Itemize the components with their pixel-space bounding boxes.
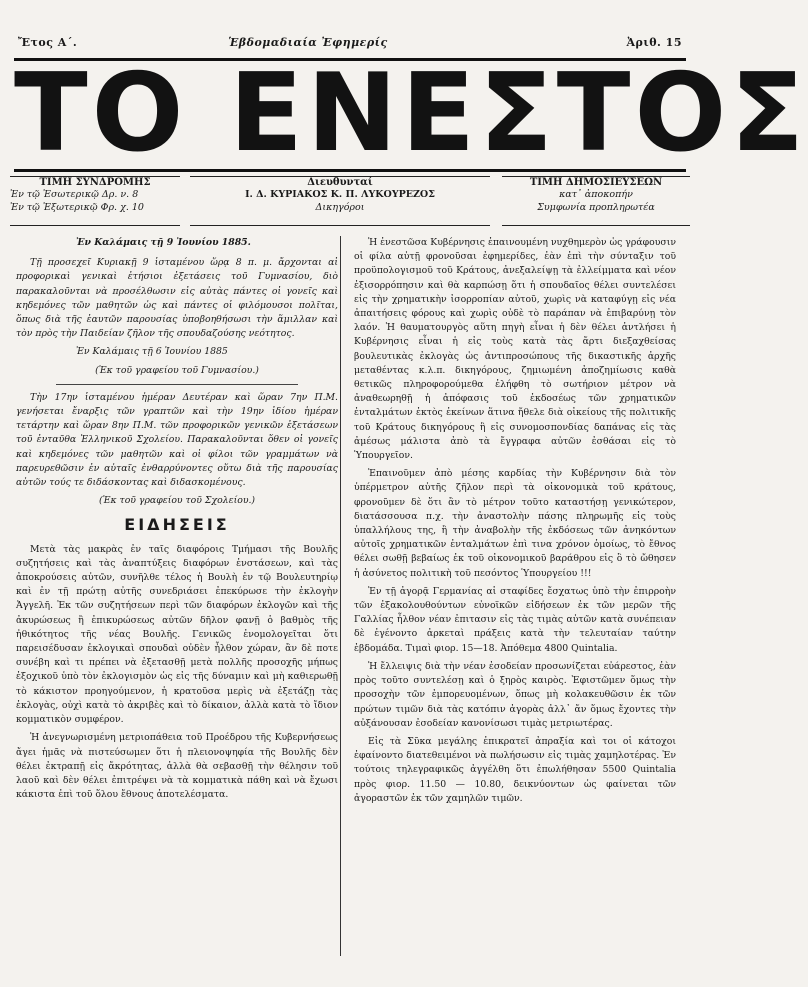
separator bbox=[56, 384, 298, 385]
publications-line1: κατ᾽ ἀποκοπήν bbox=[559, 189, 633, 200]
masthead bbox=[14, 51, 808, 176]
periodicity-label: Ἑβδομαδιαία Ἐφημερίς bbox=[228, 36, 388, 49]
school-notice-signature: (Ἐκ τοῦ γραφείου τοῦ Σχολείου.) bbox=[98, 495, 256, 507]
editors-box bbox=[190, 176, 490, 226]
editors-role: Δικηγόροι bbox=[315, 202, 365, 213]
gymnasium-notice-signature: (Ἐκ τοῦ γραφείου τοῦ Γυμνασίου.) bbox=[95, 364, 259, 376]
column-divider bbox=[340, 236, 341, 956]
article-paragraph: Ἡ ἐνεστῶσα Κυβέρνησις ἐπαινουμένη νυχθημερὸν ὡς γράφουσιν οἱ φίλα αὐτῇ φρονοῦσαι ἐφημερίδες, ἐὰν ἐπὶ τὴν σύνταξιν τοῦ προϋπολογισμοῦ τοῦ Κράτους, ἀνεξαλείψῃ τὰ ἐλλείμματα καὶ νέον ἐξισορρόπησιν καὶ θὰ καρπώσῃ ὅτι ἡ σπουδαῖος θέλει συντελέσει εἰς τὴν χρηματικὴν ἰσορροπίαν αὐτοῦ, χωρὶς νὰ καταφύγῃ εἰς νέα ἀπαιτήσεις φόρους καὶ χωρὶς οὐδὲ τὸ παράπαν νὰ ἐπιβαρύνῃ τὸν λαόν. Ἡ θαυματουργὸς αὕτη πηγὴ εἶναι ἡ δὲν θέλει ἀντλήσει ἡ Κυβέρνησις εἶναι ἡ εἰς τοὺς κατὰ τὰς ἄρτι διεξαχθείσας βουλευτικὰς ἐκλογὰς ὡς ἀντιπροσώπους τῆς δικαστικῆς ἀρχῆς μεταθέντας κ.λ.π. δικηγόρους, ζημιωμένη ἀποζημίωσις καθὰ θετικῶς πληροφορούμεθα ἐλήφθη τὸ σωτήριον μέτρον νὰ ἀναθεωρηθῇ ἡ ἀπόφασις τοῦ ἐκδοσέως τῶν χρηματικῶν ἐνταλμάτων ἐκτὸς ἐκείνων ἅτινα ἤθελε διὰ οἰκείους τῆς πολιτικῆς τοῦ Κράτους δικηγόρους ἢ εἰς συνομοσπονδίας δαπάνας εἰς τὰς ἀμέσως μάλιστα ἀπὸ τὰ ἔγγραφα αὐτῶν ἐσθάσαι εἰς τὸ Ὑπουργεῖον. bbox=[354, 237, 676, 462]
dateline: Ἐν Καλάμαις τῇ 9 Ἰουνίου 1885. bbox=[76, 237, 251, 248]
subscription-box bbox=[10, 176, 180, 226]
news-heading: ΕΙΔΗΣΕΙΣ bbox=[124, 515, 230, 535]
left-column bbox=[16, 236, 338, 976]
publications-line2: Συμφωνία προπληρωτέα bbox=[537, 202, 655, 213]
gymnasium-notice: Τῇ προσεχεῖ Κυριακῇ 9 ἱσταμένου ὥρᾳ 8 π. μ. ἄρχονται αἱ προφορικαὶ γενικαὶ ἐτήσιοι ἐξετάσεις τοῦ Γυμνασίου, διὸ παρακαλοῦνται νὰ προσέλθωσιν εἰς αὐτὰς πάντες οἱ γονεῖς καὶ κηδεμόνες τῶν μαθητῶν ὡς καὶ πάντες οἱ φιλόμουσοι πολῖται, ὅπως διὰ τῆς ἑαυτῶν παρουσίας ὑποβοηθήσωσι τὴν ἅμιλλαν καὶ τὸν πρὸς τὴν Παιδείαν ζῆλον τῆς σπουδαζούσης νεότητος. bbox=[16, 257, 338, 340]
publications-box bbox=[502, 176, 690, 226]
news-paragraph: Ἡ ἀνεγνωρισμένη μετριοπάθεια τοῦ Προέδρου τῆς Κυβερνήσεως ἄγει ἡμᾶς νὰ πιστεύσωμεν ὅτι ἡ πλειονοψηφία τῆς Βουλῆς δὲν θέλει ἐκτραπῇ εἰς ἄκρότητας, ἀλλὰ θὰ σεβασθῇ τὴν θέλησιν τοῦ λαοῦ καὶ δὲν θέλει ἐπιτρέψει νὰ τὰ κομματικὰ πάθη καὶ νὰ ἔχωσι κάκιστα ἐπὶ τοῦ ὅλου ἔθνους ἀποτελέσματα. bbox=[16, 732, 338, 801]
subscription-heading: ΤΙΜΗ ΣΥΝΔΡΟΜΗΣ bbox=[39, 177, 151, 188]
market-paragraph: Εἰς τὰ Σῦκα μεγάλης ἐπικρατεῖ ἀπραξία καὶ τοι οἱ κάτοχοι ἐφαίνοντο διατεθειμένοι νὰ πωλήσωσιν εἰς τιμὰς χαμηλοτέρας. Ἐν τούτοις τηλεγραφικῶς ἀγγέλθη ὅτι ἐπωλήθησαν 5500 Quintalia πρὸς φιορ. 11.50 — 10.80, δεικνύοντων ὡς φαίνεται τῶν ἀγοραστῶν ἐκ τῶν χαμηλῶν τιμῶν. bbox=[354, 735, 676, 804]
editors-names: Ι. Δ. ΚΥΡΙΑΚΟΣ Κ. Π. ΛΥΚΟΥΡΕΖΟΣ bbox=[245, 189, 435, 200]
gymnasium-notice-date: Ἐν Καλάμαις τῇ 6 Ἰουνίου 1885 bbox=[76, 346, 228, 358]
school-notice: Τὴν 17ην ἱσταμένου ἡμέραν Δευτέραν καὶ ὥραν 7ην Π.Μ. γενήσεται ἔναρξις τῶν γραπτῶν καὶ τὴν 19ην ἰδίου ἡμέραν τετάρτην καὶ ὥραν 8ην Π.Μ. τῶν προφορικῶν γενικῶν ἐξετάσεων τοῦ ἐνταῦθα Ἑλληνικοῦ Σχολείου. Παρακαλοῦνται ὅθεν οἱ γονεῖς καὶ κηδεμόνες τῶν μαθητῶν καὶ οἱ φίλοι τῶν γραμμάτων νὰ παρευρεθῶσιν ἐν αὐταῖς ἐνθαρρύνοντες οὕτω διὰ τῆς παρουσίας αὐτῶν τούς τε διδάσκοντας καὶ διδασκομένους. bbox=[16, 391, 338, 489]
market-paragraph: Ἡ ἔλλειψις διὰ τὴν νέαν ἐσοδείαν προσωνίζεται εὐάρεστος, ἐὰν πρὸς τοῦτο συντελέσῃ καὶ ὁ ξηρὸς καιρὸς. Ἐφιστῶμεν ὅμως τὴν προσοχὴν τῶν ἐμπορευομένων, ὅπως μὴ κολακευθῶσιν ἐκ τῶν πρώτων τιμῶν διὰ τὰς κατόπιν ἀγορὰς ἀλλ᾽ ἄν ὅμως ἔχοντες τὴν αὐξάνουσαν ἐσοδείαν κανονίσωσι τιμὰς μετριωτέρας. bbox=[354, 660, 676, 729]
publications-heading: ΤΙΜΗ ΔΗΜΟΣΙΕΥΣΕΩΝ bbox=[529, 177, 663, 188]
subscription-domestic: Ἐν τῷ Ἐσωτερικῷ Δρ. ν. 8 bbox=[10, 189, 139, 200]
right-column bbox=[354, 236, 676, 976]
year-label: Ἔτος Α΄. bbox=[18, 36, 78, 49]
market-paragraph: Ἐν τῇ ἀγορᾷ Γερμανίας αἱ σταφίδες ἔσχατως ὑπὸ τὴν ἐπιρροὴν τῶν ἐξακολουθούντων εὐνοϊκῶν εἰδήσεων ἐκ τῶν μερῶν τῆς Γαλλίας ἦλθον νέαν ἐπιτασιν εἰς τὰς τιμὰς αὐτῶν κατὰ συνέπειαν δὲ ἐγένοντο ἀρκεταὶ πράξεις κατὰ τὴν τελευταίαν ταύτην ἑβδομάδα. Τιμαὶ φιορ. 15—18. Ἀπόθεμα 4800 Quintalia. bbox=[354, 585, 676, 654]
news-paragraph: Μετὰ τὰς μακρὰς ἐν ταῖς διαφόροις Τμήμασι τῆς Βουλῆς συζητήσεις καὶ τὰς ἀναπτύξεις διαφόρων ἐνστάσεων, καὶ τὰς ἀποκρούσεις αὐτῶν, συνῆλθε τέλος ἡ Βουλὴ ἐν τῷ Βουλευτηρίῳ καὶ ἐν τῇ πρώτῃ αὐτῆς συνεδριάσει ἐπεκύρωσε τὴν ἐκλογὴν Ἀγγελῆ. Ἐκ τῶν συζητήσεων περὶ τῶν διαφόρων ἐκλογῶν καὶ τῆς ἀκυρώσεως ἢ ἐπικυρώσεως αὐτῶν δῆλον φανῇ ὁ βαθμὸς τῆς ἠθικότητος τῆς νέας Βουλῆς. Γενικῶς ἐνομολογεῖται ὅτι παρεισέδυσαν ἐκλογικαὶ σπουδαὶ οὐδὲν ἦλθον χώραν, ἂν δὲ ποτε συνέβη καὶ τι πρέπει νὰ ἐξετασθῇ μετὰ πολλῆς προσοχῆς μήπως ἐξοχικοῦ ὑπὸ τὸν ἐκλογισμὸν ὡς εἰς τῆς δύναμιν καὶ μὴ καθιερωθῇ τὸ κάκιστον προηγούμενον, ἡ κρατοῦσα μερὶς νὰ ἐξετάζῃ τὰς ἐκλογὰς, οὐχὶ κατὰ τὸ ἀκριβὲς καὶ τὸ δίκαιον, ἀλλὰ κατὰ τὸ ἴδιον κομματικὸν συμφέρον. bbox=[16, 543, 338, 726]
editors-heading: Διευθυνταί bbox=[307, 177, 373, 188]
info-row bbox=[10, 176, 690, 228]
subscription-foreign: Ἐν τῷ Ἐξωτερικῷ Φρ. χ. 10 bbox=[10, 202, 144, 213]
newspaper-title: ΤΟ ΕΝΕΣΤΟΣ bbox=[14, 51, 808, 176]
article-paragraph: Ἐπαινοῦμεν ἀπὸ μέσης καρδίας τὴν Κυβέρνησιν διὰ τὸν ὑπέρμετρον αὐτῆς ζῆλον περὶ τὰ οἰκονομικὰ τοῦ κράτους, φρονοῦμεν δὲ ὅτι ἂν τὸ μέτρον τοῦτο καταστήσῃ γενικώτερον, διατάσσουσα π.χ. τὴν ἀναστολὴν πάσης πληρωμῆς εἰς τοὺς ὑπαλλήλους της, ἢ τὴν ἀναβολὴν τῆς ἐκδόσεως τῶν ἀνηκόντων αὐτοῖς χρηματικῶν ἐνταλμάτων ἐπὶ τινα χρόνον ὁμοίως, τὸ ἔθνος θέλει σωθῇ βεβαίως ἐκ τοῦ οἰκονομικοῦ βαράθρου εἰς ὃ τὸ ὤθησεν ἡ ἀσύνετος πολιτικὴ τοῦ πεσόντος Ὑπουργείου !!! bbox=[354, 468, 676, 579]
issue-number: Ἀριθ. 15 bbox=[626, 36, 682, 49]
